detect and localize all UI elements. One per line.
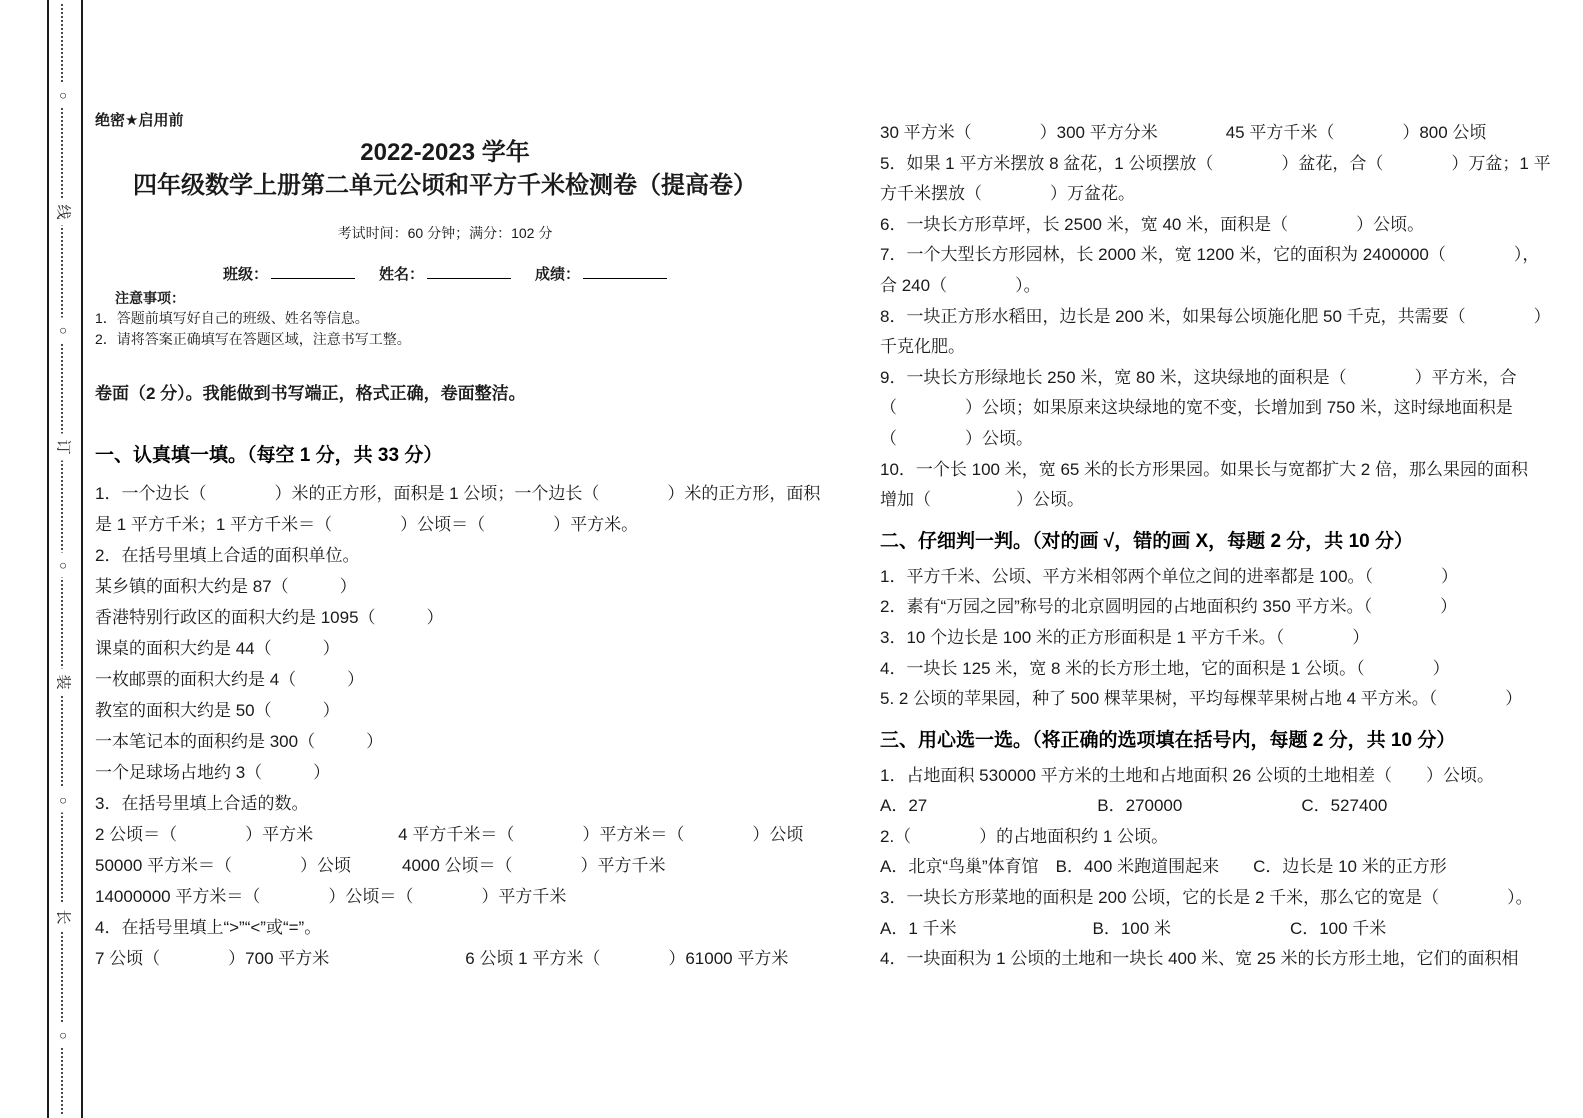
class-blank-line bbox=[271, 264, 355, 279]
text-line: 一枚邮票的面积大约是 4（ ） bbox=[95, 670, 365, 689]
text-line: 1．平方千米、公顷、平方米相邻两个单位之间的进率都是 100。（ ） bbox=[880, 566, 1459, 586]
name-label: 姓名： bbox=[378, 266, 424, 283]
text-line: 2.（ ）的占地面积约 1 公顷。 bbox=[880, 826, 1169, 846]
binding-circle: ○ bbox=[58, 1023, 68, 1048]
text-line: 教室的面积大约是 50（ ） bbox=[95, 701, 340, 720]
right-question-lines bbox=[880, 118, 1583, 975]
text-line: 课桌的面积大约是 44（ ） bbox=[95, 639, 340, 658]
text-line: 增加（ ）公顷。 bbox=[880, 490, 1084, 510]
text-line: 一本笔记本的面积约是 300（ ） bbox=[95, 732, 384, 751]
binding-circle: ○ bbox=[58, 83, 68, 108]
binding-rule-right bbox=[81, 0, 83, 1118]
binding-rule-left bbox=[47, 0, 49, 1118]
text-line: 14000000 平方米＝（ ）公顷＝（ ）平方千米 bbox=[95, 887, 567, 906]
score-field bbox=[535, 266, 667, 283]
section-heading: 一、认真填一填。（每空 1 分，共 33 分） bbox=[95, 445, 443, 466]
text-line: 3．在括号里填上合适的数。 bbox=[95, 794, 309, 813]
binding-circle: ○ bbox=[58, 553, 68, 578]
right-column bbox=[880, 118, 1583, 975]
text-line: 2．在括号里填上合适的面积单位。 bbox=[95, 546, 360, 565]
text-line: 1．占地面积 530000 平方米的土地和占地面积 26 公顷的土地相差（ ）公顷。 bbox=[880, 765, 1494, 785]
text-line: 7．一个大型长方形园林，长 2000 米，宽 1200 米，它的面积为 2400000（ ）， bbox=[880, 245, 1540, 265]
text-line: 7 公顷（ ）700 平方米 6 公顷 1 平方米（ ）61000 平方米 bbox=[95, 949, 789, 968]
binding-circle: ○ bbox=[58, 318, 68, 343]
text-line: 一个足球场占地约 3（ ） bbox=[95, 763, 331, 782]
notice-list bbox=[95, 308, 795, 350]
score-blank-line bbox=[583, 264, 667, 279]
text-line: 3．一块长方形菜地的面积是 200 公顷，它的长是 2 千米，那么它的宽是（ ）。 bbox=[880, 888, 1533, 908]
left-column bbox=[95, 112, 821, 974]
exam-title-year: 2022-2023 学年 bbox=[360, 139, 530, 166]
text-line: 千克化肥。 bbox=[880, 337, 965, 357]
student-info-row bbox=[95, 264, 795, 285]
text-line: 2．素有“万园之园”称号的北京圆明园的占地面积约 350 平方米。（ ） bbox=[880, 597, 1458, 617]
text-line: A．1 千米 B．100 米 C．100 千米 bbox=[880, 918, 1387, 938]
text-line: （ ）公顷；如果原来这块绿地的宽不变，长增加到 750 米，这时绿地面积是 bbox=[880, 398, 1513, 418]
section-heading: 三、用心选一选。（将正确的选项填在括号内，每题 2 分，共 10 分） bbox=[880, 729, 1456, 751]
binding-char: 长 bbox=[55, 903, 72, 930]
text-line: 2．请将答案正确填写在答题区域，注意书写工整。 bbox=[95, 331, 411, 347]
text-line: 某乡镇的面积大约是 87（ ） bbox=[95, 577, 357, 596]
text-line: 10．一个长 100 米，宽 65 米的长方形果园。如果长与宽都扩大 2 倍，那么果园的面积 bbox=[880, 459, 1528, 479]
text-line: 50000 平方米＝（ ）公顷 4000 公顷＝（ ）平方千米 bbox=[95, 856, 666, 875]
text-line: 9．一块长方形绿地长 250 米，宽 80 米，这块绿地的面积是（ ）平方米，合 bbox=[880, 367, 1517, 387]
text-line: 5. 2 公顷的苹果园，种了 500 棵苹果树，平均每棵苹果树占地 4 平方米。（ ） bbox=[880, 689, 1523, 709]
score-label: 成绩： bbox=[535, 266, 581, 283]
paper-neatness-note: 卷面（2 分）。我能做到书写端正，格式正确，卷面整洁。 bbox=[95, 384, 526, 403]
text-line: 4．一块长 125 米，宽 8 米的长方形土地，它的面积是 1 公顷。（ ） bbox=[880, 658, 1450, 678]
section-heading: 二、仔细判一判。（对的画 √，错的画 X，每题 2 分，共 10 分） bbox=[880, 530, 1413, 552]
text-line: （ ）公顷。 bbox=[880, 428, 1033, 448]
text-line: 3．10 个边长是 100 米的正方形面积是 1 平方千米。（ ） bbox=[880, 627, 1370, 647]
text-line: 4．在括号里填上“>”“<”或“=”。 bbox=[95, 918, 322, 937]
class-label: 班级： bbox=[222, 266, 268, 283]
exam-title-main: 四年级数学上册第二单元公顷和平方千米检测卷（提高卷） bbox=[133, 172, 757, 199]
secrecy-label: 绝密★启用前 bbox=[95, 112, 184, 129]
binding-char: 线 bbox=[55, 198, 72, 225]
text-line: 是 1 平方千米；1 平方千米＝（ ）公顷＝（ ）平方米。 bbox=[95, 515, 639, 534]
text-line: 5．如果 1 平方米摆放 8 盆花，1 公顷摆放（ ）盆花，合（ ）万盆；1 平 bbox=[880, 153, 1551, 173]
binding-margin bbox=[0, 0, 94, 1118]
text-line: 1．答题前填写好自己的班级、姓名等信息。 bbox=[95, 310, 369, 326]
binding-char: 订 bbox=[55, 433, 72, 460]
text-line: 8．一块正方形水稻田，边长是 200 米，如果每公顷施化肥 50 千克，共需要（ ） bbox=[880, 306, 1551, 326]
text-line: 2 公顷＝（ ）平方米 4 平方千米＝（ ）平方米＝（ ）公顷 bbox=[95, 825, 804, 844]
class-field bbox=[223, 266, 379, 283]
text-line: 6．一块长方形草坪，长 2500 米，宽 40 米，面积是（ ）公顷。 bbox=[880, 214, 1425, 234]
name-blank-line bbox=[427, 264, 511, 279]
text-line: A．北京“鸟巢”体育馆 B．400 米跑道围起来 C．边长是 10 米的正方形 bbox=[880, 857, 1447, 877]
binding-char: 装 bbox=[55, 668, 72, 695]
notice-title: 注意事项： bbox=[115, 290, 185, 306]
text-line: 1．一个边长（ ）米的正方形，面积是 1 公顷；一个边长（ ）米的正方形，面积 bbox=[95, 484, 821, 503]
name-field bbox=[379, 266, 535, 283]
exam-time-score: 考试时间：60 分钟；满分：102 分 bbox=[337, 225, 553, 241]
text-line: 香港特别行政区的面积大约是 1095（ ） bbox=[95, 608, 444, 627]
text-line: 方千米摆放（ ）万盆花。 bbox=[880, 184, 1135, 204]
binding-circle: ○ bbox=[58, 788, 68, 813]
text-line: 合 240（ ）。 bbox=[880, 275, 1041, 295]
text-line: 30 平方米（ ）300 平方分米 45 平方千米（ ）800 公顷 bbox=[880, 123, 1487, 142]
left-question-lines bbox=[95, 436, 821, 974]
text-line: A．27 B．270000 C．527400 bbox=[880, 796, 1388, 816]
text-line: 4．一块面积为 1 公顷的土地和一块长 400 米、宽 25 米的长方形土地，它们的面积相 bbox=[880, 949, 1519, 969]
